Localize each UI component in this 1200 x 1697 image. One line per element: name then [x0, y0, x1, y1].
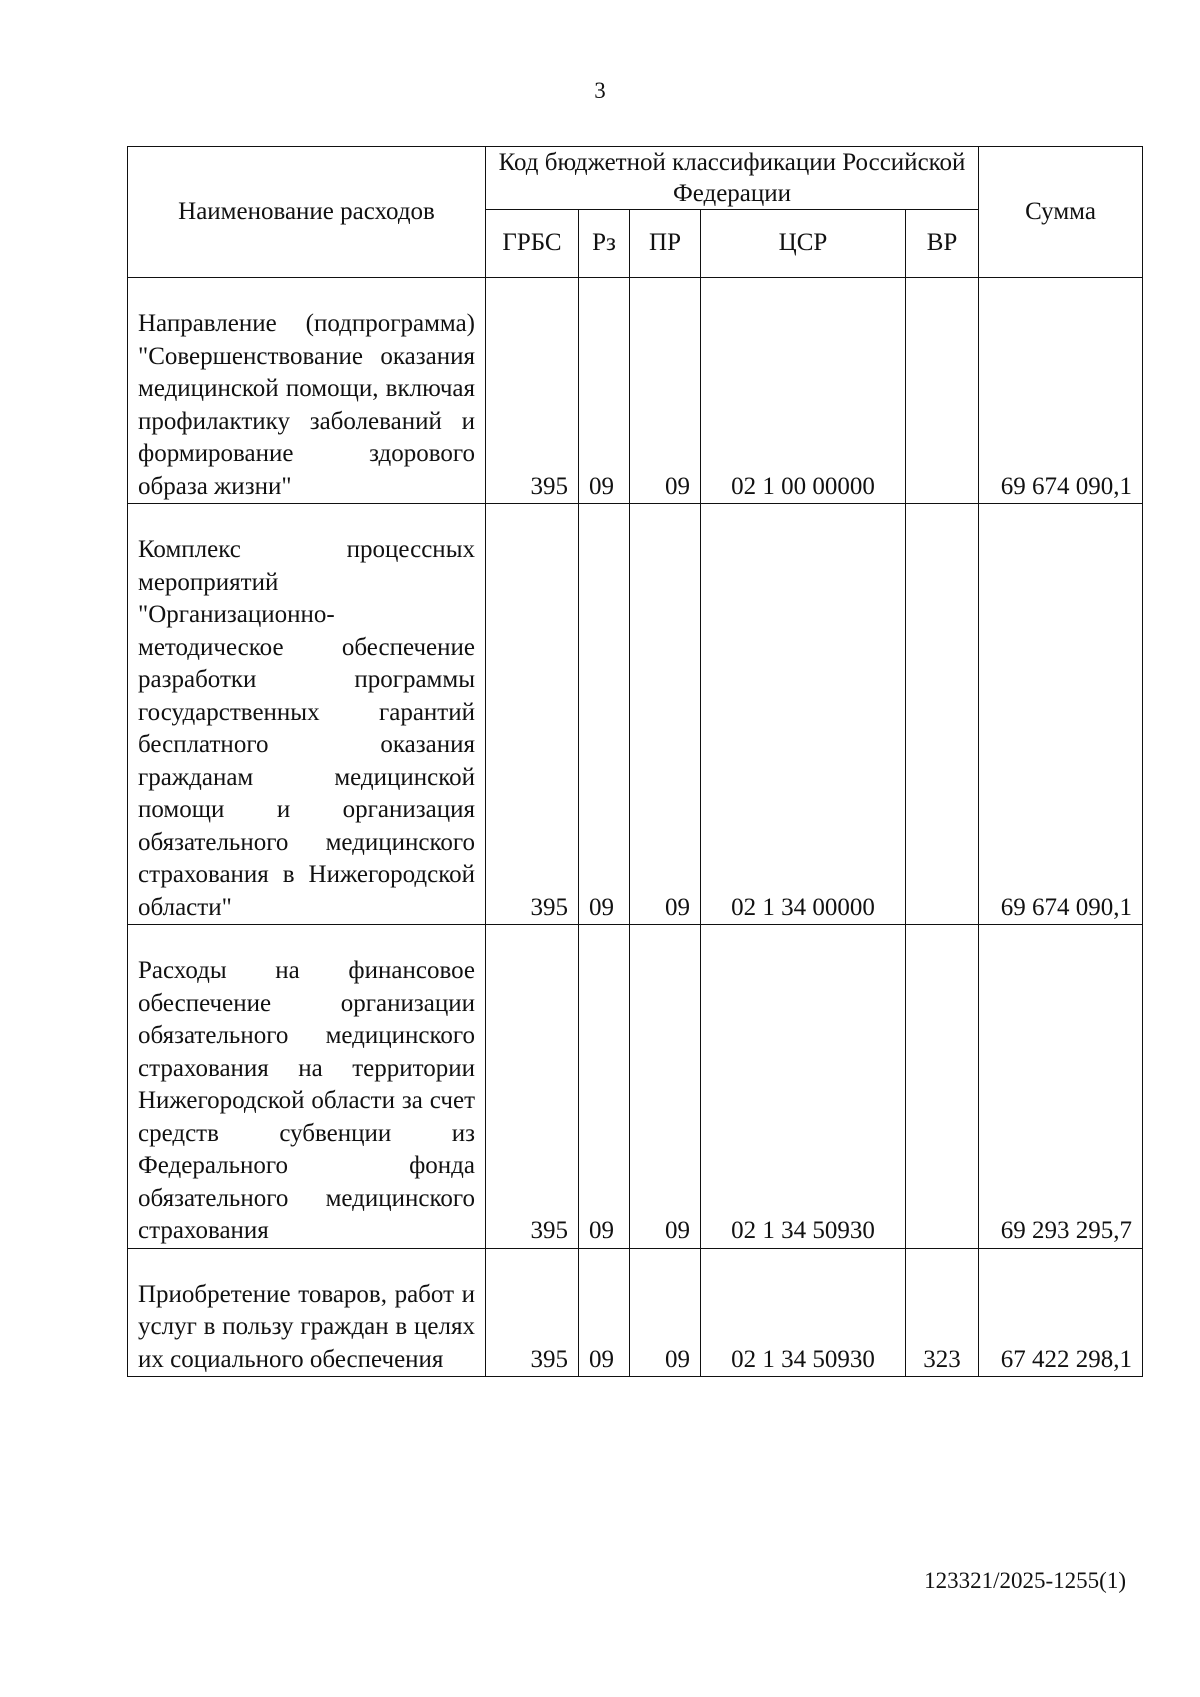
row-name-cell — [128, 278, 486, 504]
row-rz: 09 — [579, 278, 630, 504]
row-csr: 02 1 34 00000 — [701, 504, 906, 925]
row-csr: 02 1 34 50930 — [701, 1248, 906, 1377]
row-vr — [906, 925, 979, 1249]
row-rz: 09 — [579, 504, 630, 925]
header-csr: ЦСР — [701, 210, 906, 278]
row-sum: 69 674 090,1 — [979, 278, 1143, 504]
row-sum: 69 674 090,1 — [979, 504, 1143, 925]
budget-table — [127, 146, 1143, 1377]
header-name: Наименование расходов — [128, 147, 486, 278]
table-row — [128, 925, 1143, 1249]
row-rz: 09 — [579, 925, 630, 1249]
page-number: 3 — [594, 78, 606, 103]
row-rz: 09 — [579, 1248, 630, 1377]
row-name: Приобретение товаров, работ и услуг в пользу граждан в целях их социального обеспечения — [138, 1280, 475, 1373]
header-grbs: ГРБС — [486, 210, 579, 278]
row-grbs: 395 — [486, 504, 579, 925]
row-pr: 09 — [630, 504, 701, 925]
row-name-cell — [128, 504, 486, 925]
row-pr: 09 — [630, 1248, 701, 1377]
row-grbs: 395 — [486, 925, 579, 1249]
row-csr: 02 1 34 50930 — [701, 925, 906, 1249]
row-name: Расходы на финансовое обеспечение организации обязательного медицинского страхования на территории Нижегородской области за счет средств субвенции из Федерального фонда обязательного медицинского страхования — [138, 957, 475, 1244]
row-grbs: 395 — [486, 278, 579, 504]
row-name-cell — [128, 1248, 486, 1377]
document-registration-number: 123321/2025-1255(1) — [924, 1568, 1126, 1593]
row-name: Комплекс процессных мероприятий "Организационно-методическое обеспечение разработки программы государственных гарантий бесплатного оказания гражданам медицинской помощи и организация обязательного медицинского страхования в Нижегородской области" — [138, 536, 475, 921]
table-header-row — [128, 147, 1143, 210]
table-row — [128, 278, 1143, 504]
header-vr: ВР — [906, 210, 979, 278]
row-sum: 67 422 298,1 — [979, 1248, 1143, 1377]
row-pr: 09 — [630, 925, 701, 1249]
row-csr: 02 1 00 00000 — [701, 278, 906, 504]
header-sum: Сумма — [979, 147, 1143, 278]
row-vr: 323 — [906, 1248, 979, 1377]
header-rz: Рз — [579, 210, 630, 278]
row-vr — [906, 504, 979, 925]
row-name-cell — [128, 925, 486, 1249]
header-code-group: Код бюджетной классификации Российской Федерации — [486, 147, 979, 210]
table-row — [128, 504, 1143, 925]
table-row — [128, 1248, 1143, 1377]
row-name: Направление (подпрограмма) "Совершенствование оказания медицинской помощи, включая профилактику заболеваний и формирование здорового образа жизни" — [138, 310, 475, 500]
row-vr — [906, 278, 979, 504]
row-sum: 69 293 295,7 — [979, 925, 1143, 1249]
row-pr: 09 — [630, 278, 701, 504]
row-grbs: 395 — [486, 1248, 579, 1377]
header-pr: ПР — [630, 210, 701, 278]
